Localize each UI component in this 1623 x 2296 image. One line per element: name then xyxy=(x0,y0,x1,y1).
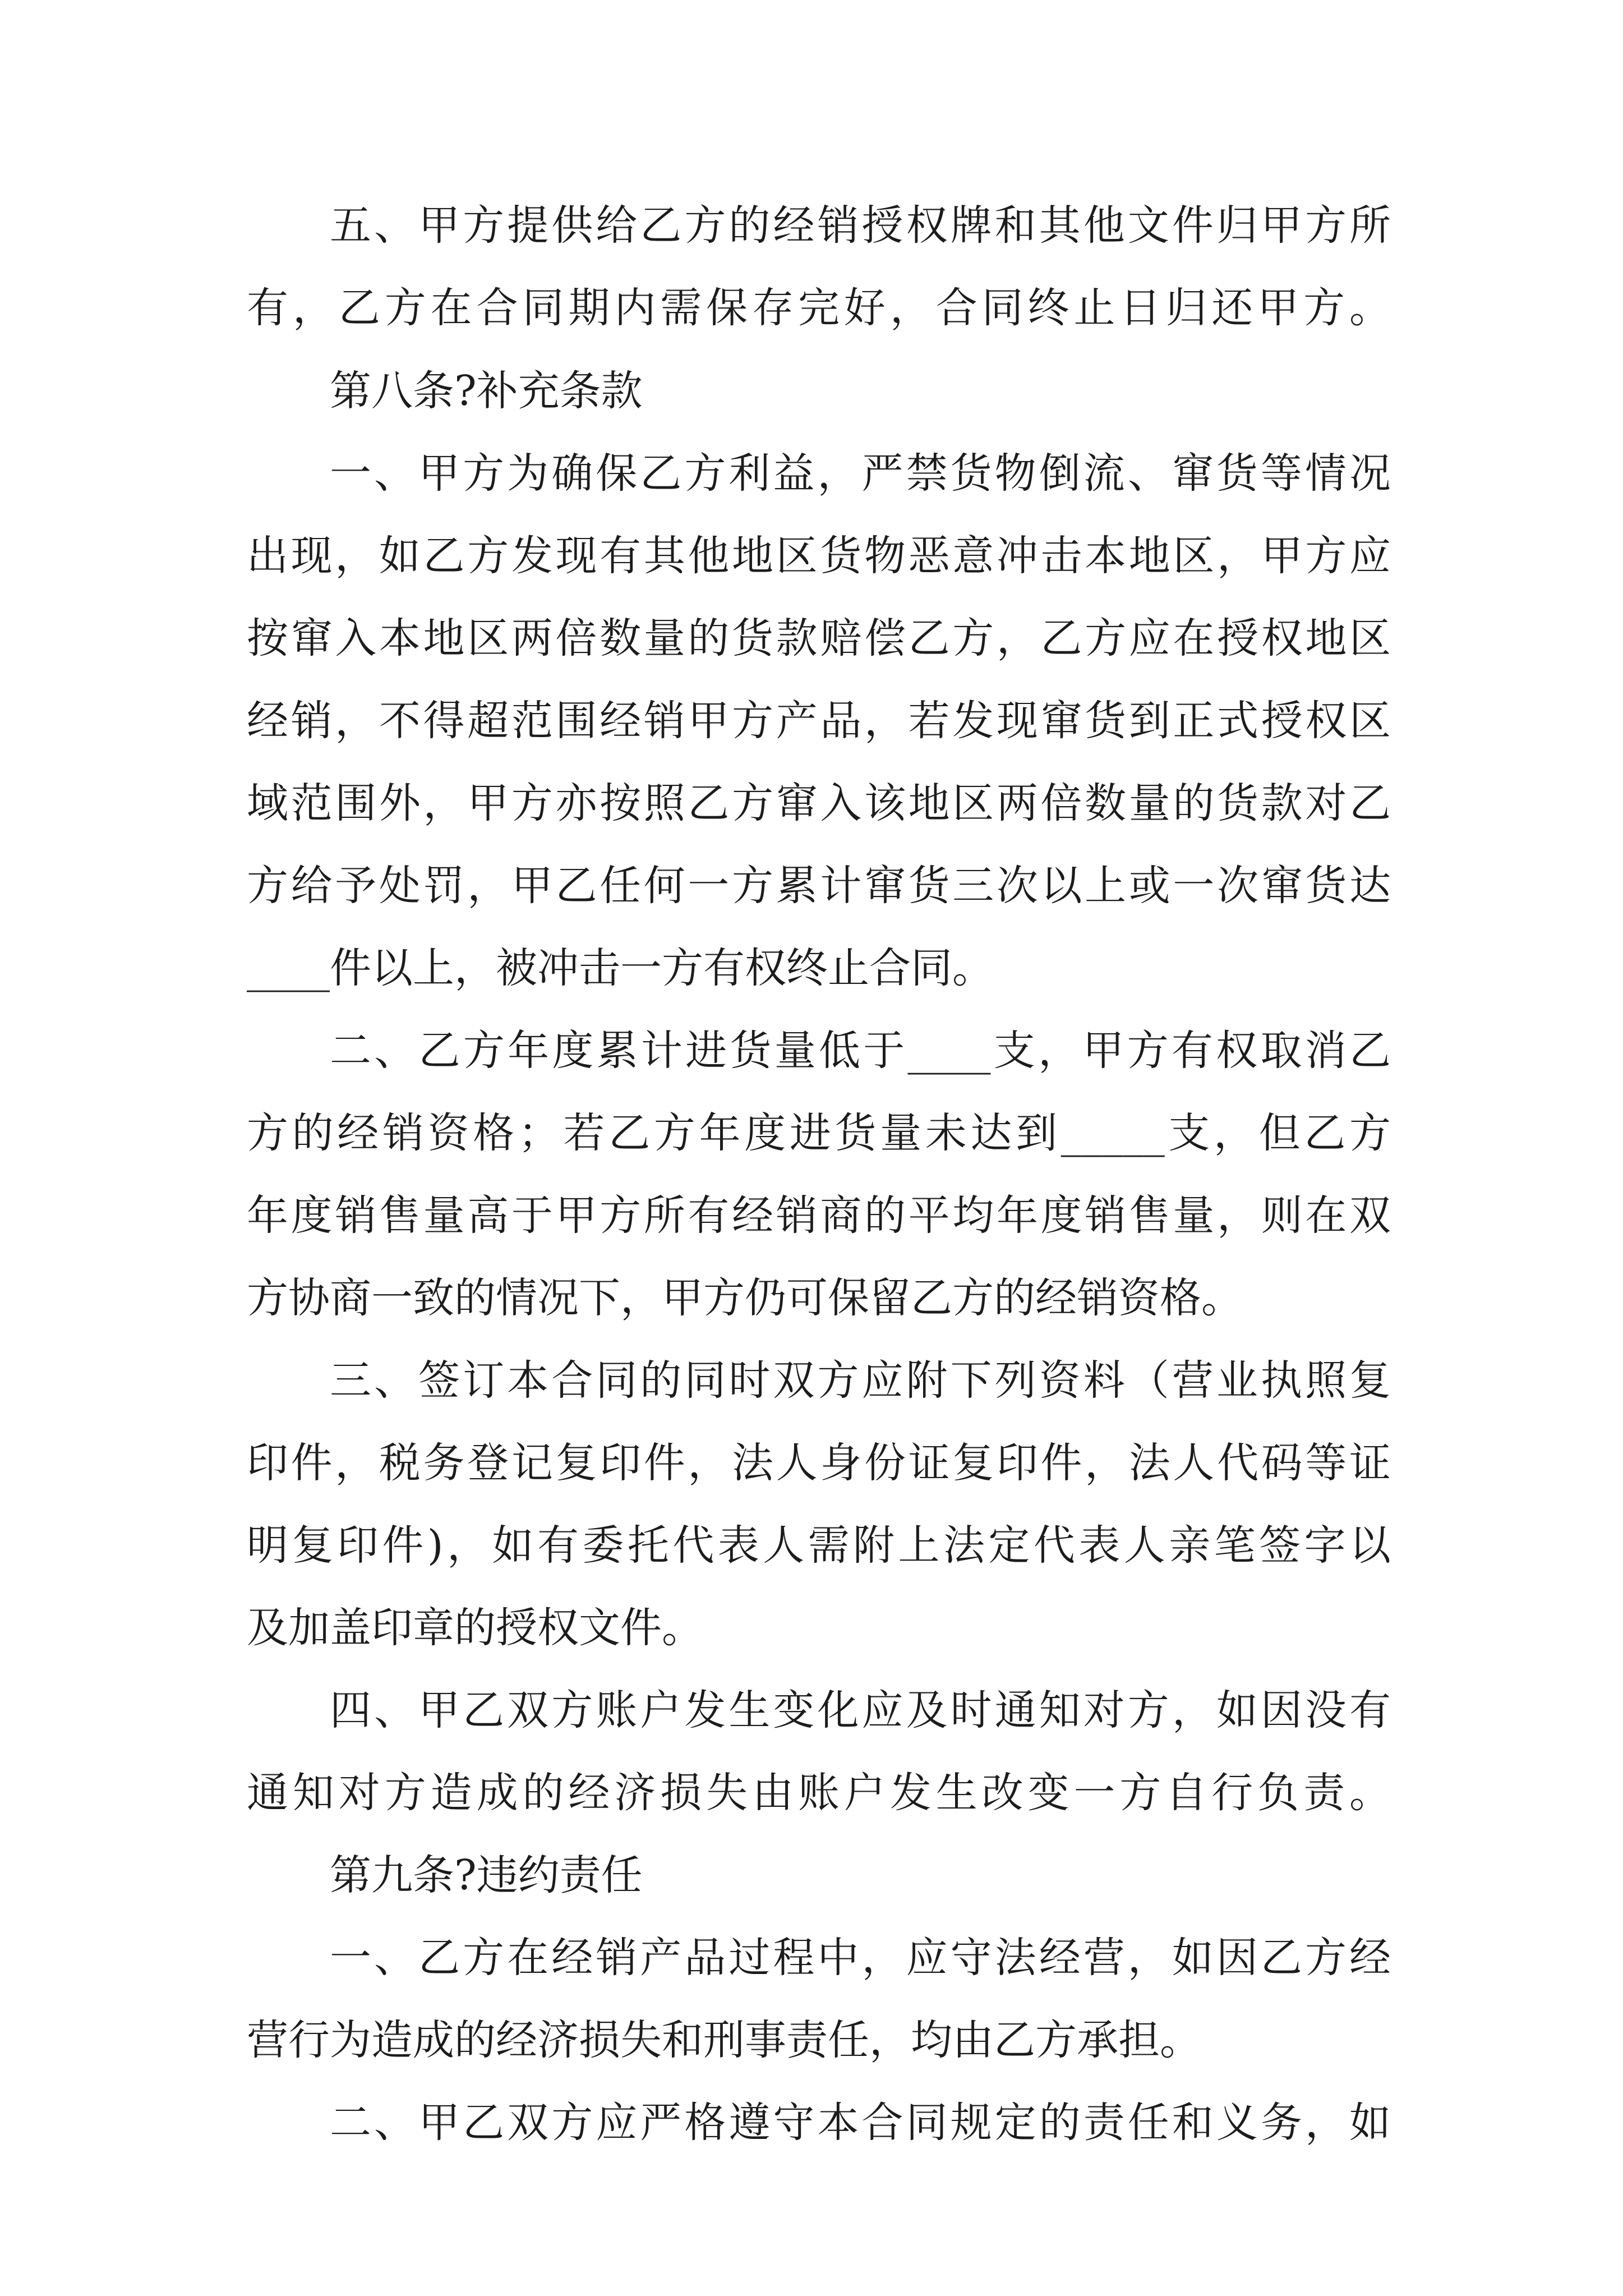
text-line: 按窜入本地区两倍数量的货款赔偿乙方，乙方应在授权地区 xyxy=(247,614,1391,662)
text-line: 二、乙方年度累计进货量低于____支，甲方有权取消乙 xyxy=(330,1027,1391,1075)
text-line: 方的经销资格；若乙方年度进货量未达到_____支，但乙方 xyxy=(247,1109,1391,1157)
text-line: 二、甲乙双方应严格遵守本合同规定的责任和义务，如 xyxy=(330,2099,1391,2147)
text-line: 及加盖印章的授权文件。 xyxy=(247,1604,703,1652)
text-line: 一、乙方在经销产品过程中，应守法经营，如因乙方经 xyxy=(330,1934,1391,1982)
text-line: 印件，税务登记复印件，法人身份证复印件，法人代码等证 xyxy=(247,1439,1391,1487)
text-line: ____件以上，被冲击一方有权终止合同。 xyxy=(247,944,994,992)
text-line: 方给予处罚，甲乙任何一方累计窜货三次以上或一次窜货达 xyxy=(247,862,1391,910)
text-line: 有，乙方在合同期内需保存完好，合同终止日归还甲方。 xyxy=(247,284,1391,332)
text-line: 方协商一致的情况下，甲方仍可保留乙方的经销资格。 xyxy=(247,1274,1243,1322)
text-line: 三、签订本合同的同时双方应附下列资料（营业执照复 xyxy=(330,1356,1391,1405)
text-line: 经销，不得超范围经销甲方产品，若发现窜货到正式授权区 xyxy=(247,697,1391,745)
text-line: 域范围外，甲方亦按照乙方窜入该地区两倍数量的货款对乙 xyxy=(247,779,1391,827)
section-heading: 第九条?违约责任 xyxy=(330,1851,643,1899)
text-line: 出现，如乙方发现有其他地区货物恶意冲击本地区，甲方应 xyxy=(247,532,1391,580)
text-line: 营行为造成的经济损失和刑事责任，均由乙方承担。 xyxy=(247,2016,1201,2064)
section-heading: 第八条?补充条款 xyxy=(330,367,643,415)
text-line: 通知对方造成的经济损失由账户发生改变一方自行负责。 xyxy=(247,1769,1391,1817)
text-line: 一、甲方为确保乙方利益，严禁货物倒流、窜货等情况 xyxy=(330,449,1391,498)
text-line: 四、甲乙双方账户发生变化应及时通知对方，如因没有 xyxy=(330,1686,1391,1734)
text-line: 五、甲方提供给乙方的经销授权牌和其他文件归甲方所 xyxy=(330,201,1391,250)
text-line: 年度销售量高于甲方所有经销商的平均年度销售量，则在双 xyxy=(247,1191,1391,1240)
text-line: 明复印件)，如有委托代表人需附上法定代表人亲笔签字以 xyxy=(247,1521,1391,1570)
